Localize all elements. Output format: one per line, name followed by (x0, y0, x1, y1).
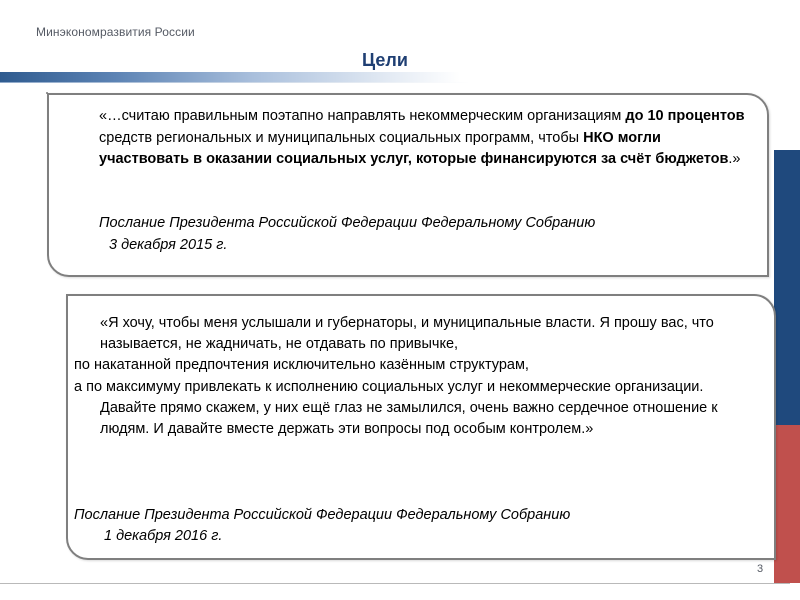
header-bar (0, 72, 460, 82)
page-number: 3 (757, 563, 764, 575)
quote-2015-date: 3 декабря 2015 г. (109, 237, 228, 253)
header-line (0, 82, 470, 83)
quote-2015-signature (99, 212, 595, 256)
quote-2015-bold-nko: НКО могли участвовать в оказании социальных услуг, которые финансируются за счёт бюджетов (99, 129, 729, 167)
quote-2015-text (99, 106, 749, 171)
flag-stripe-blue (774, 150, 800, 425)
quote-2016-line: по накатанной предпочтения исключительно казённым структурам, (74, 357, 529, 374)
quote-2015-bold-share: до 10 процентов (625, 108, 745, 124)
quote-2016-line: «Я хочу, чтобы меня услышали и губернаторы, и муниципальные власти. Я прошу вас, что называется, не жадничать, не отдавать по привычке, (100, 315, 714, 353)
quote-2015-open: «…считаю правильным поэтапно направлять некоммерческим организациям (99, 108, 626, 124)
slide-title: Цели (362, 50, 408, 70)
quote-2016-source: Послание Президента Российской Федерации Федеральному Собранию (74, 507, 571, 523)
quote-2015-close: .» (728, 151, 741, 167)
quote-2015-mid: средств региональных и муниципальных социальных программ, чтобы (99, 129, 584, 146)
flag-stripe-white (774, 0, 800, 150)
flag-stripe-red (774, 425, 800, 583)
footer-line (0, 583, 790, 584)
quote-2016-signature (74, 505, 570, 547)
org-name: Минэкономразвития России (36, 25, 195, 39)
quote-2016-line: а по максимуму привлекать к исполнению социальных услуг и некоммерческие организации. (74, 378, 704, 395)
quote-2015-source: Послание Президента Российской Федерации Федеральному Собранию (99, 215, 596, 231)
quote-2016-date: 1 декабря 2016 г. (104, 528, 223, 544)
quote-2016-line: Давайте прямо скажем, у них ещё глаз не замылился, очень важно сердечное отношение к людям. И давайте вместе держать эти вопросы под особым контролем.» (100, 399, 718, 438)
quote-2016-text (74, 313, 754, 440)
